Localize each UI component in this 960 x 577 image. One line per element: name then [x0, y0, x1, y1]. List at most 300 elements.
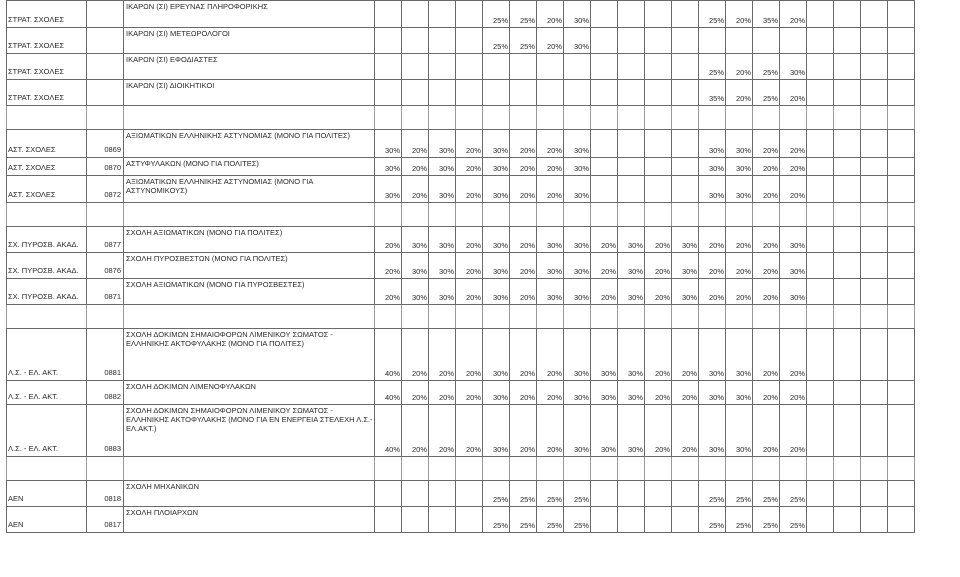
code-cell: 0882 — [87, 381, 124, 405]
weight-cell — [861, 253, 888, 279]
weight-cell — [483, 80, 510, 106]
weight-cell — [888, 28, 915, 54]
weight-cell: 20% — [699, 227, 726, 253]
weight-cell: 30% — [483, 279, 510, 305]
weight-cell — [834, 176, 861, 203]
empty-cell — [645, 305, 672, 329]
weight-cell: 30% — [564, 329, 591, 381]
weight-cell: 30% — [699, 158, 726, 176]
category-cell: ΑΕΝ — [7, 507, 87, 533]
weight-cell: 40% — [375, 329, 402, 381]
weight-cell: 30% — [429, 253, 456, 279]
empty-cell — [7, 106, 87, 130]
empty-cell — [861, 106, 888, 130]
weight-cell — [888, 1, 915, 28]
weight-cell: 25% — [510, 1, 537, 28]
weight-cell: 20% — [699, 279, 726, 305]
empty-cell — [753, 457, 780, 481]
weight-cell: 20% — [375, 279, 402, 305]
weight-cell: 20% — [780, 381, 807, 405]
school-name-cell: ΣΧΟΛΗ ΔΟΚΙΜΩΝ ΣΗΜΑΙΟΦΟΡΩΝ ΛΙΜΕΝΙΚΟΥ ΣΩΜΑΤΟΣ - ΕΛΛΗΝΙΚΗΣ ΑΚΤΟΦΥΛΑΚΗΣ (ΜΟΝΟ ΓΙΑ ΕΝ ΕΝΕΡΓΕΙΑ ΣΤΕΛΕΧΗ Λ.Σ.-ΕΛ.ΑΚΤ.) — [124, 405, 375, 457]
weight-cell: 20% — [402, 176, 429, 203]
weight-cell — [699, 28, 726, 54]
empty-cell — [483, 305, 510, 329]
empty-cell — [780, 203, 807, 227]
weight-cell: 30% — [618, 381, 645, 405]
weight-cell: 40% — [375, 381, 402, 405]
weight-cell: 30% — [780, 279, 807, 305]
weight-cell: 20% — [510, 279, 537, 305]
weight-cell — [807, 130, 834, 158]
weight-cell — [834, 329, 861, 381]
weight-cell — [618, 158, 645, 176]
weight-cell — [834, 130, 861, 158]
weight-cell — [672, 507, 699, 533]
empty-cell — [591, 305, 618, 329]
school-name-cell: ΑΞΙΩΜΑΤΙΚΩΝ ΕΛΛΗΝΙΚΗΣ ΑΣΤΥΝΟΜΙΑΣ (ΜΟΝΟ ΓΙΑ ΠΟΛΙΤΕΣ) — [124, 130, 375, 158]
weight-cell: 20% — [753, 227, 780, 253]
weight-cell: 30% — [564, 130, 591, 158]
empty-cell — [429, 457, 456, 481]
weight-cell — [834, 381, 861, 405]
weight-cell — [807, 176, 834, 203]
weight-cell — [672, 130, 699, 158]
weight-cell: 30% — [483, 227, 510, 253]
weight-cell — [888, 80, 915, 106]
empty-cell — [124, 305, 375, 329]
weight-cell: 25% — [726, 507, 753, 533]
empty-cell — [124, 203, 375, 227]
weight-cell: 35% — [699, 80, 726, 106]
weight-cell — [564, 54, 591, 80]
weight-cell: 30% — [618, 405, 645, 457]
weight-cell: 20% — [753, 130, 780, 158]
table-row — [7, 54, 915, 80]
empty-cell — [7, 457, 87, 481]
weight-cell: 20% — [375, 227, 402, 253]
school-name-cell: ΙΚΑΡΩΝ (ΣΙ) ΕΡΕΥΝΑΣ ΠΛΗΡΟΦΟΡΙΚΗΣ — [124, 1, 375, 28]
weight-cell: 20% — [429, 381, 456, 405]
weight-cell — [402, 481, 429, 507]
weight-cell — [429, 80, 456, 106]
empty-cell — [483, 203, 510, 227]
weight-cell: 30% — [564, 405, 591, 457]
weight-cell — [591, 507, 618, 533]
empty-cell — [618, 106, 645, 130]
weight-cell — [861, 507, 888, 533]
weight-cell: 20% — [672, 329, 699, 381]
weight-cell — [834, 507, 861, 533]
empty-cell — [591, 457, 618, 481]
empty-cell — [402, 305, 429, 329]
weight-cell — [888, 54, 915, 80]
weight-cell: 30% — [699, 381, 726, 405]
code-cell: 0870 — [87, 158, 124, 176]
code-cell — [87, 80, 124, 106]
empty-cell — [699, 457, 726, 481]
weight-cell — [483, 54, 510, 80]
empty-cell — [834, 457, 861, 481]
weight-cell — [888, 329, 915, 381]
table-row — [7, 279, 915, 305]
empty-cell — [537, 305, 564, 329]
weight-cell: 25% — [537, 507, 564, 533]
weight-cell — [429, 1, 456, 28]
weight-cell: 20% — [537, 381, 564, 405]
empty-cell — [753, 106, 780, 130]
weight-cell — [861, 158, 888, 176]
weight-cell — [456, 481, 483, 507]
weight-cell: 20% — [375, 253, 402, 279]
weight-cell: 20% — [456, 405, 483, 457]
empty-cell — [402, 106, 429, 130]
weight-cell: 20% — [645, 405, 672, 457]
weight-cell: 20% — [402, 130, 429, 158]
weight-cell: 20% — [753, 158, 780, 176]
weight-cell: 30% — [429, 279, 456, 305]
weight-cell: 30% — [699, 405, 726, 457]
weight-cell: 20% — [591, 253, 618, 279]
weight-cell — [861, 176, 888, 203]
empty-cell — [510, 106, 537, 130]
weight-cell: 20% — [780, 176, 807, 203]
table-row — [7, 130, 915, 158]
weight-cell — [591, 1, 618, 28]
weight-cell — [645, 507, 672, 533]
weight-cell: 20% — [753, 253, 780, 279]
code-cell — [87, 28, 124, 54]
weight-cell: 20% — [510, 381, 537, 405]
weight-cell — [402, 1, 429, 28]
weight-cell: 20% — [510, 329, 537, 381]
weight-cell: 20% — [537, 28, 564, 54]
weight-cell: 20% — [402, 158, 429, 176]
weight-cell: 20% — [510, 176, 537, 203]
empty-cell — [429, 106, 456, 130]
weight-cell: 20% — [537, 130, 564, 158]
weight-cell: 20% — [780, 329, 807, 381]
weight-cell — [807, 28, 834, 54]
weight-cell: 30% — [780, 54, 807, 80]
empty-cell — [726, 106, 753, 130]
weight-cell: 25% — [483, 1, 510, 28]
category-cell: ΑΣΤ. ΣΧΟΛΕΣ — [7, 176, 87, 203]
weight-cell: 25% — [483, 507, 510, 533]
weight-cell — [834, 481, 861, 507]
table-row — [7, 481, 915, 507]
school-name-cell: ΣΧΟΛΗ ΠΥΡΟΣΒΕΣΤΩΝ (ΜΟΝΟ ΓΙΑ ΠΟΛΙΤΕΣ) — [124, 253, 375, 279]
weight-cell: 20% — [726, 1, 753, 28]
empty-cell — [861, 203, 888, 227]
weight-cell: 25% — [753, 481, 780, 507]
category-cell: ΣΤΡΑΤ. ΣΧΟΛΕΣ — [7, 54, 87, 80]
weight-cell — [861, 1, 888, 28]
weight-cell — [888, 381, 915, 405]
empty-cell — [618, 457, 645, 481]
weight-cell: 20% — [753, 176, 780, 203]
empty-cell — [510, 305, 537, 329]
weight-cell — [429, 507, 456, 533]
weight-cell — [618, 80, 645, 106]
weight-cell: 20% — [645, 253, 672, 279]
empty-cell — [645, 203, 672, 227]
empty-cell — [834, 305, 861, 329]
category-cell: ΣΤΡΑΤ. ΣΧΟΛΕΣ — [7, 80, 87, 106]
empty-cell — [726, 457, 753, 481]
weight-cell: 20% — [672, 381, 699, 405]
weight-cell: 30% — [699, 130, 726, 158]
empty-cell — [87, 203, 124, 227]
weight-cell: 20% — [699, 253, 726, 279]
weight-cell — [645, 1, 672, 28]
weight-cell: 20% — [456, 227, 483, 253]
weight-cell: 20% — [510, 227, 537, 253]
weight-cell: 30% — [375, 158, 402, 176]
weight-cell — [807, 1, 834, 28]
empty-cell — [564, 457, 591, 481]
empty-cell — [726, 305, 753, 329]
weight-cell — [591, 80, 618, 106]
weight-cell — [402, 507, 429, 533]
category-cell: ΣΤΡΑΤ. ΣΧΟΛΕΣ — [7, 1, 87, 28]
school-name-cell: ΑΣΤΥΦΥΛΑΚΩΝ (ΜΟΝΟ ΓΙΑ ΠΟΛΙΤΕΣ) — [124, 158, 375, 176]
empty-cell — [591, 106, 618, 130]
empty-cell — [375, 106, 402, 130]
weight-cell — [429, 28, 456, 54]
code-cell: 0817 — [87, 507, 124, 533]
weight-cell: 30% — [672, 253, 699, 279]
weight-cell — [429, 54, 456, 80]
weight-cell: 30% — [618, 329, 645, 381]
weight-cell: 20% — [645, 279, 672, 305]
weight-cell — [375, 80, 402, 106]
weight-cell — [888, 481, 915, 507]
weight-cell: 25% — [699, 1, 726, 28]
empty-cell — [537, 457, 564, 481]
weight-cell: 20% — [537, 1, 564, 28]
category-cell: ΣΧ. ΠΥΡΟΣΒ. ΑΚΑΔ. — [7, 253, 87, 279]
empty-cell — [7, 203, 87, 227]
weight-cell: 30% — [564, 227, 591, 253]
empty-cell — [780, 106, 807, 130]
weight-cell — [834, 405, 861, 457]
weight-cell — [861, 481, 888, 507]
table-row — [7, 176, 915, 203]
code-cell: 0871 — [87, 279, 124, 305]
weight-cell — [807, 279, 834, 305]
weight-cell: 25% — [483, 28, 510, 54]
weight-cell: 30% — [780, 227, 807, 253]
weight-cell: 30% — [375, 130, 402, 158]
weight-cell — [591, 28, 618, 54]
weight-cell: 25% — [753, 507, 780, 533]
weight-cell: 30% — [591, 381, 618, 405]
code-cell: 0877 — [87, 227, 124, 253]
empty-cell — [375, 203, 402, 227]
weight-cell — [861, 381, 888, 405]
weight-cell: 30% — [564, 253, 591, 279]
weight-cell — [861, 28, 888, 54]
table-row — [7, 227, 915, 253]
code-cell: 0876 — [87, 253, 124, 279]
weight-cell: 20% — [780, 80, 807, 106]
weight-cell — [645, 176, 672, 203]
weight-cell — [618, 176, 645, 203]
weight-cell: 20% — [456, 329, 483, 381]
empty-cell — [456, 457, 483, 481]
weight-cell — [861, 329, 888, 381]
empty-cell — [672, 106, 699, 130]
weight-cell: 30% — [726, 158, 753, 176]
weight-cell — [375, 507, 402, 533]
weight-cell — [807, 80, 834, 106]
weight-cell: 30% — [375, 176, 402, 203]
weight-cell: 30% — [402, 279, 429, 305]
empty-cell — [780, 457, 807, 481]
weight-cell: 30% — [618, 227, 645, 253]
weight-cell: 25% — [564, 507, 591, 533]
weight-cell: 25% — [699, 507, 726, 533]
weight-cell: 20% — [726, 54, 753, 80]
weight-cell: 20% — [456, 381, 483, 405]
empty-cell — [726, 203, 753, 227]
weight-cell — [618, 54, 645, 80]
empty-cell — [807, 106, 834, 130]
weight-cell — [456, 1, 483, 28]
weight-cell: 30% — [483, 176, 510, 203]
weight-cell: 20% — [591, 279, 618, 305]
empty-cell — [87, 457, 124, 481]
empty-cell — [429, 203, 456, 227]
school-name-cell: ΙΚΑΡΩΝ (ΣΙ) ΕΦΟΔΙΑΣΤΕΣ — [124, 54, 375, 80]
empty-cell — [87, 305, 124, 329]
weight-cell: 20% — [726, 80, 753, 106]
weight-cell: 30% — [429, 158, 456, 176]
weight-cell: 20% — [672, 405, 699, 457]
school-name-cell: ΑΞΙΩΜΑΤΙΚΩΝ ΕΛΛΗΝΙΚΗΣ ΑΣΤΥΝΟΜΙΑΣ (ΜΟΝΟ ΓΙΑ ΑΣΤΥΝΟΜΙΚΟΥΣ) — [124, 176, 375, 203]
table-row — [7, 158, 915, 176]
empty-cell — [861, 305, 888, 329]
category-cell: Λ.Σ. - ΕΛ. ΑΚΤ. — [7, 329, 87, 381]
table-row — [7, 507, 915, 533]
weight-cell: 30% — [672, 279, 699, 305]
weight-cell: 30% — [483, 158, 510, 176]
weight-cell: 30% — [429, 227, 456, 253]
weight-cell: 20% — [456, 176, 483, 203]
weight-cell: 20% — [753, 329, 780, 381]
weight-cell: 20% — [537, 329, 564, 381]
weight-cell: 20% — [402, 381, 429, 405]
empty-cell — [780, 305, 807, 329]
weight-cell: 20% — [591, 227, 618, 253]
weight-cell: 30% — [618, 253, 645, 279]
empty-cell — [807, 305, 834, 329]
weight-cell: 30% — [591, 329, 618, 381]
empty-cell — [375, 457, 402, 481]
weight-cell — [834, 54, 861, 80]
empty-cell — [699, 203, 726, 227]
weight-cell: 25% — [564, 481, 591, 507]
weight-cell — [861, 80, 888, 106]
separator-row — [7, 305, 915, 329]
weight-cell — [888, 507, 915, 533]
empty-cell — [429, 305, 456, 329]
weight-cell: 30% — [483, 253, 510, 279]
weight-cell — [807, 253, 834, 279]
weight-cell — [375, 481, 402, 507]
empty-cell — [124, 106, 375, 130]
weight-cell: 20% — [510, 130, 537, 158]
weight-cell: 30% — [672, 227, 699, 253]
weight-cell — [645, 481, 672, 507]
empty-cell — [591, 203, 618, 227]
empty-cell — [888, 106, 915, 130]
weight-cell: 30% — [564, 279, 591, 305]
empty-cell — [672, 305, 699, 329]
weight-cell — [591, 54, 618, 80]
weight-cell — [618, 28, 645, 54]
table-row — [7, 381, 915, 405]
table-row — [7, 28, 915, 54]
weight-cell — [888, 227, 915, 253]
empty-cell — [375, 305, 402, 329]
weight-cell — [888, 130, 915, 158]
weight-cell — [807, 227, 834, 253]
empty-cell — [564, 203, 591, 227]
weight-cell — [834, 227, 861, 253]
weight-cell: 20% — [456, 158, 483, 176]
weight-cell: 20% — [753, 279, 780, 305]
weight-cell — [753, 28, 780, 54]
weight-cell: 30% — [726, 176, 753, 203]
weight-cell — [672, 54, 699, 80]
empty-cell — [7, 305, 87, 329]
code-cell — [87, 1, 124, 28]
weight-cell: 35% — [753, 1, 780, 28]
weight-cell: 25% — [780, 507, 807, 533]
empty-cell — [483, 106, 510, 130]
weight-cell — [618, 481, 645, 507]
weight-cell — [375, 1, 402, 28]
weight-cell — [807, 507, 834, 533]
separator-row — [7, 457, 915, 481]
weight-cell — [726, 28, 753, 54]
empty-cell — [861, 457, 888, 481]
empty-cell — [87, 106, 124, 130]
weight-cell: 25% — [753, 80, 780, 106]
school-name-cell: ΣΧΟΛΗ ΔΟΚΙΜΩΝ ΣΗΜΑΙΟΦΟΡΩΝ ΛΙΜΕΝΙΚΟΥ ΣΩΜΑΤΟΣ - ΕΛΛΗΝΙΚΗΣ ΑΚΤΟΦΥΛΑΚΗΣ (ΜΟΝΟ ΓΙΑ ΠΟΛΙΤΕΣ) — [124, 329, 375, 381]
weight-cell: 20% — [429, 329, 456, 381]
empty-cell — [124, 457, 375, 481]
weight-cell: 30% — [726, 405, 753, 457]
weight-cell — [672, 158, 699, 176]
weight-cell: 30% — [537, 227, 564, 253]
weight-cell — [672, 176, 699, 203]
category-cell: Λ.Σ. - ΕΛ. ΑΚΤ. — [7, 405, 87, 457]
weight-cell — [861, 130, 888, 158]
weight-cell — [888, 405, 915, 457]
weight-cell: 30% — [483, 329, 510, 381]
weight-cell — [834, 279, 861, 305]
weight-cell: 30% — [726, 130, 753, 158]
weight-cell: 20% — [537, 158, 564, 176]
weight-cell: 30% — [591, 405, 618, 457]
weight-cell — [861, 405, 888, 457]
weight-cell: 20% — [726, 253, 753, 279]
empty-cell — [564, 106, 591, 130]
weight-cell — [672, 1, 699, 28]
weight-cell: 30% — [429, 130, 456, 158]
